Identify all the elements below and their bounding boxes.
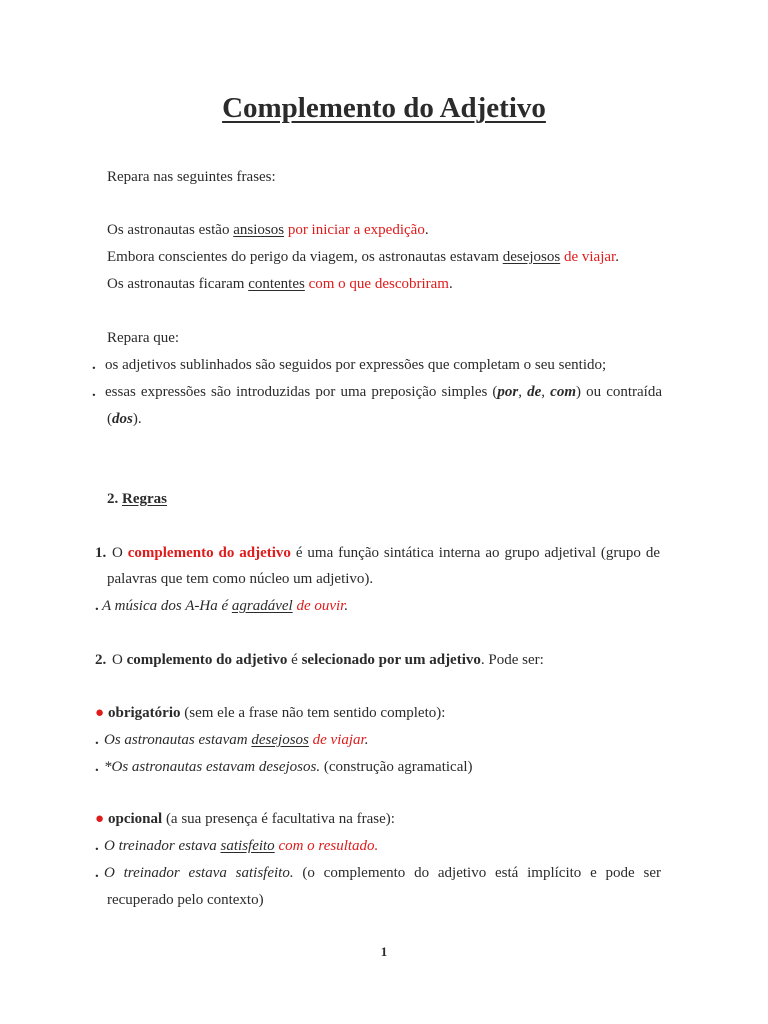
obrigatorio-item: obrigatório (sem ele a frase não tem sentido completo): (108, 705, 446, 721)
adjective-complement: de viajar (312, 732, 365, 748)
underlined-adjective: agradável (231, 598, 293, 614)
obrigatorio-example-2: *Os astronautas estavam desejosos. (construção agramatical) (104, 759, 473, 775)
red-bullet-icon: ● (95, 811, 105, 827)
adjective-complement: com o resultado. (278, 838, 379, 854)
adjective-complement: por iniciar a expedição (287, 222, 425, 238)
adjective-complement: de ouvir (296, 598, 345, 614)
underlined-adjective: contentes (248, 276, 305, 292)
underlined-adjective: desejosos (502, 249, 561, 265)
bullet-dot: . (92, 384, 96, 400)
opcional-item: opcional (a sua presença é facultativa na frase): (108, 811, 395, 827)
opcional-example-2-cont: recuperado pelo contexto) (107, 892, 264, 908)
rule-number: 1. (95, 545, 107, 561)
page-title: Complemento do Adjetivo (222, 92, 546, 124)
bullet-dot: . (95, 838, 99, 854)
bullet-dot: . (95, 732, 99, 748)
bullet-dot: . (95, 865, 99, 881)
section-heading: 2. Regras (107, 491, 167, 507)
observe-item-2-cont: (dos). (107, 411, 142, 427)
example-sentence-3: Os astronautas ficaram contentes com o que descobriram. (107, 276, 453, 292)
underlined-adjective: ansiosos (233, 222, 285, 238)
rule-2-text: O complemento do adjetivo é selecionado por um adjetivo. Pode ser: (112, 652, 544, 668)
observe-item-2: essas expressões são introduzidas por uma preposição simples (por, de, com) ou contraída (105, 384, 662, 400)
rule-term: complemento do adjetivo (127, 545, 291, 561)
rule-number: 2. (95, 652, 107, 668)
observe-item-1: os adjetivos sublinhados são seguidos por expressões que completam o seu sentido; (105, 357, 607, 373)
rule-1-example: A música dos A-Ha é agradável de ouvir. (102, 598, 349, 614)
observe-heading: Repara que: (107, 330, 180, 346)
adjective-complement: com o que descobriram (308, 276, 449, 292)
intro-heading: Repara nas seguintes frases: (107, 169, 276, 185)
rule-1-text-cont: palavras que tem como núcleo um adjetivo). (107, 571, 374, 587)
obrigatorio-example-1: Os astronautas estavam desejosos de viajar. (104, 732, 369, 748)
bullet-dot: . (95, 759, 99, 775)
example-sentence-1: Os astronautas estão ansiosos por iniciar a expedição. (107, 222, 429, 238)
bullet-dot: . (95, 598, 99, 614)
example-sentence-2: Embora conscientes do perigo da viagem, os astronautas estavam desejosos de viajar. (107, 249, 619, 265)
red-bullet-icon: ● (95, 705, 105, 721)
bullet-dot: . (92, 357, 96, 373)
rule-1-text: O complemento do adjetivo é uma função sintática interna ao grupo adjetival (grupo de (112, 545, 660, 561)
opcional-example-1: O treinador estava satisfeito com o resultado. (104, 838, 379, 854)
opcional-example-2: O treinador estava satisfeito. (o complemento do adjetivo está implícito e pode ser (104, 865, 661, 881)
underlined-adjective: satisfeito (220, 838, 275, 854)
page-number: 1 (380, 944, 388, 959)
underlined-adjective: desejosos (251, 732, 309, 748)
adjective-complement: de viajar (563, 249, 616, 265)
